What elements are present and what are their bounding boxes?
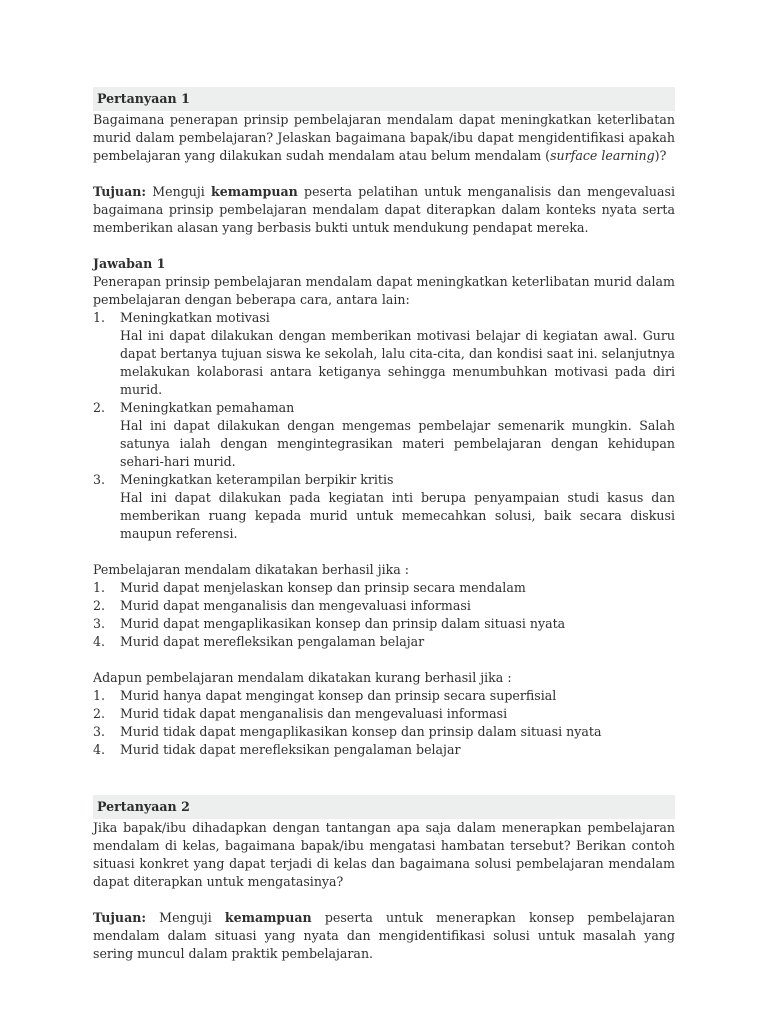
document-content bbox=[93, 87, 675, 963]
tujuan-1-text-a: Menguji bbox=[146, 184, 211, 199]
answer-1-header: Jawaban 1 bbox=[93, 256, 166, 271]
list-number: 2. bbox=[93, 598, 106, 613]
list-item bbox=[93, 633, 675, 651]
list-item bbox=[93, 597, 675, 615]
tujuan-2-text-a: Menguji bbox=[146, 910, 225, 925]
list-item-text: Murid hanya dapat mengingat konsep dan prinsip secara superfisial bbox=[120, 688, 557, 703]
tujuan-2-bold: kemampuan bbox=[224, 910, 312, 925]
list-item bbox=[93, 741, 675, 759]
question-1-header: Pertanyaan 1 bbox=[93, 87, 675, 111]
list-number: 4. bbox=[93, 634, 106, 649]
question-1-text bbox=[93, 111, 675, 165]
list-number: 2. bbox=[93, 400, 106, 415]
question-1-tujuan bbox=[93, 183, 675, 237]
question-2-text: Jika bapak/ibu dihadapkan dengan tantangan apa saja dalam menerapkan pembelajaran mendalam di kelas, bagaimana bapak/ibu mengatasi hambatan tersebut? Berikan contoh situasi konkret yang dapat terjadi di kelas dan bagaimana solusi pembelajaran mendalam dapat diterapkan untuk mengatasinya? bbox=[93, 820, 675, 889]
list-item-title: Meningkatkan pemahaman bbox=[120, 400, 295, 415]
tujuan-1-bold: kemampuan bbox=[211, 184, 298, 199]
list-number: 2. bbox=[93, 706, 106, 721]
list-item-text: Murid tidak dapat menganalisis dan mengevaluasi informasi bbox=[120, 706, 508, 721]
question-1-text-a: Bagaimana penerapan prinsip pembelajaran mendalam dapat meningkatkan keterlibatan murid dalam pembelajaran? Jelaskan bagaimana bapak/ibu dapat mengidentifikasi apakah pembelajaran yang dilakukan sudah mendalam atau belum mendalam ( bbox=[93, 112, 675, 163]
answer-1-intro: Penerapan prinsip pembelajaran mendalam dapat meningkatkan keterlibatan murid dalam pembelajaran dengan beberapa cara, antara lain: bbox=[93, 274, 675, 307]
list-number: 3. bbox=[93, 472, 106, 487]
list-item bbox=[93, 579, 675, 597]
list-item bbox=[93, 399, 675, 471]
list-item bbox=[93, 705, 675, 723]
question-1-emphasis: surface learning bbox=[550, 148, 655, 163]
list-number: 4. bbox=[93, 742, 106, 757]
success-intro: Pembelajaran mendalam dikatakan berhasil jika : bbox=[93, 562, 410, 577]
fail-list bbox=[93, 687, 675, 759]
answer-1-list bbox=[93, 309, 675, 543]
tujuan-2-text-b: peserta untuk menerapkan konsep pembelajaran mendalam dalam situasi yang nyata dan mengidentifikasi solusi untuk masalah yang sering muncul dalam praktik pembelajaran. bbox=[93, 910, 675, 961]
list-item-title: Meningkatkan keterampilan berpikir kritis bbox=[120, 472, 394, 487]
list-item-desc: Hal ini dapat dilakukan dengan mengemas pembelajar semenarik mungkin. Salah satunya ialah dengan mengintegrasikan materi pembelajaran dengan kehidupan sehari-hari murid. bbox=[120, 418, 675, 469]
list-item-text: Murid tidak dapat mengaplikasikan konsep dan prinsip dalam situasi nyata bbox=[120, 724, 602, 739]
list-item-text: Murid dapat merefleksikan pengalaman belajar bbox=[120, 634, 425, 649]
question-1-text-b: )? bbox=[654, 148, 667, 163]
list-number: 1. bbox=[93, 310, 106, 325]
list-item-text: Murid tidak dapat merefleksikan pengalaman belajar bbox=[120, 742, 461, 757]
list-item bbox=[93, 309, 675, 399]
list-item-desc: Hal ini dapat dilakukan pada kegiatan inti berupa penyampaian studi kasus dan memberikan ruang kepada murid untuk memecahkan solusi, baik secara diskusi maupun referensi. bbox=[120, 490, 675, 541]
list-item-text: Murid dapat mengaplikasikan konsep dan prinsip dalam situasi nyata bbox=[120, 616, 566, 631]
list-number: 3. bbox=[93, 724, 106, 739]
list-item-text: Murid dapat menganalisis dan mengevaluasi informasi bbox=[120, 598, 471, 613]
list-item bbox=[93, 723, 675, 741]
tujuan-1-text-b: peserta pelatihan untuk menganalisis dan mengevaluasi bagaimana prinsip pembelajaran mendalam dapat diterapkan dalam konteks nyata serta memberikan alasan yang berbasis bukti untuk mendukung pendapat mereka. bbox=[93, 184, 675, 235]
list-item bbox=[93, 471, 675, 543]
list-number: 1. bbox=[93, 580, 106, 595]
list-number: 3. bbox=[93, 616, 106, 631]
list-number: 1. bbox=[93, 688, 106, 703]
list-item bbox=[93, 615, 675, 633]
tujuan-2-label: Tujuan: bbox=[93, 910, 147, 925]
question-2-header: Pertanyaan 2 bbox=[93, 795, 675, 819]
list-item-title: Meningkatkan motivasi bbox=[120, 310, 270, 325]
success-list bbox=[93, 579, 675, 651]
list-item-text: Murid dapat menjelaskan konsep dan prinsip secara mendalam bbox=[120, 580, 526, 595]
tujuan-1-label: Tujuan: bbox=[93, 184, 147, 199]
list-item-desc: Hal ini dapat dilakukan dengan memberikan motivasi belajar di kegiatan awal. Guru dapat bertanya tujuan siswa ke sekolah, lalu cita-cita, dan kondisi saat ini. selanjutnya melakukan kolaborasi antara ketiganya sehingga menumbuhkan motivasi pada diri murid. bbox=[120, 328, 675, 397]
fail-intro: Adapun pembelajaran mendalam dikatakan kurang berhasil jika : bbox=[93, 670, 512, 685]
list-item bbox=[93, 687, 675, 705]
question-2-tujuan bbox=[93, 909, 675, 963]
